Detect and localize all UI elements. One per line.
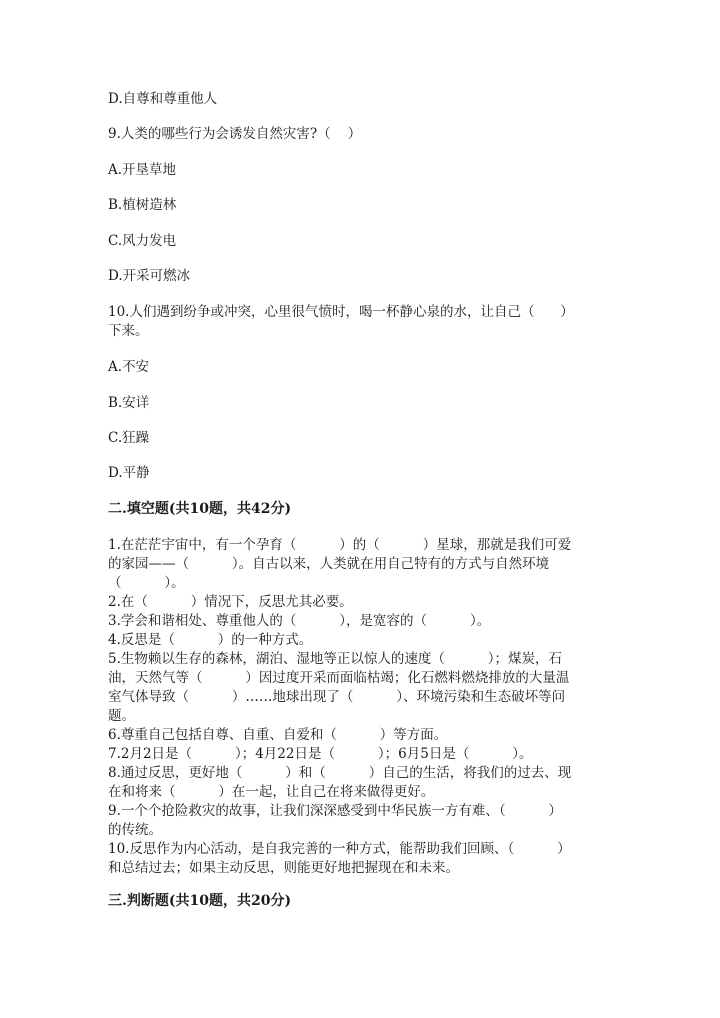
fill-line: 的家园——（ ）。自古以来，人类就在用自己特有的方式与自然环境 [108,556,550,572]
section2-heading: 二.填空题(共10题，共42分) [108,501,292,517]
fill-line: 6.尊重自己包括自尊、自重、自爱和（ ）等方面。 [108,727,448,743]
fill-line: 1.在茫茫宇宙中，有一个孕育（ ）的（ ）星球，那就是我们可爱 [108,537,572,553]
fill-line: 和总结过去；如果主动反思，则能更好地把握现在和未来。 [108,860,459,876]
q9-option-d: D.开采可燃冰 [108,268,191,284]
q10-stem-line2: 下来。 [108,323,149,339]
q9-stem: 9.人类的哪些行为会诱发自然灾害?（ ） [108,126,362,142]
fill-line: 2.在（ ）情况下，反思尤其必要。 [108,594,353,610]
fill-line: 油，天然气等（ ）因过度开采而面临枯竭；化石燃料燃烧排放的大量温 [108,670,570,686]
q10-option-c: C.狂躁 [108,430,150,446]
q10-stem-line1: 10.人们遇到纷争或冲突，心里很气愤时，喝一杯静心泉的水，让自己（ ） [108,304,574,320]
fill-line: 8.通过反思，更好地（ ）和（ ）自己的生活，将我们的过去、现 [108,765,572,781]
fill-line: 的传统。 [108,822,162,838]
fill-line: 9.一个个抢险救灾的故事，让我们深深感受到中华民族一方有难、（ ） [108,803,563,819]
fill-line: 4.反思是（ ）的一种方式。 [108,632,313,648]
fill-line: 10.反思作为内心活动，是自我完善的一种方式，能帮助我们回顾、（ ） [108,841,571,857]
q10-option-b: B.安详 [108,395,150,411]
section3-heading: 三.判断题(共10题，共20分) [108,893,292,909]
fill-line: 室气体导致（ ）……地球出现了（ ）、环境污染和生态破坏等问 [108,689,566,705]
fill-line: 3.学会和谐相处、尊重他人的（ ），是宽容的（ ）。 [108,613,491,629]
q9-option-a: A.开垦草地 [108,162,177,178]
fill-line: 题。 [108,708,135,724]
q9-option-c: C.风力发电 [108,233,177,249]
fill-line: 7.2月2日是（ ）；4月22日是（ ）；6月5日是（ ）。 [108,746,533,762]
q8-option-d: D.自尊和尊重他人 [108,91,218,107]
q10-option-d: D.平静 [108,465,150,481]
fill-line: （ ）。 [108,575,185,591]
q10-option-a: A.不安 [108,359,150,375]
q9-option-b: B.植树造林 [108,197,177,213]
fill-line: 在和将来（ ）在一起，让自己在将来做得更好。 [108,784,435,800]
fill-line: 5.生物赖以生存的森林，湖泊、湿地等正以惊人的速度（ ）；煤炭，石 [108,651,563,667]
